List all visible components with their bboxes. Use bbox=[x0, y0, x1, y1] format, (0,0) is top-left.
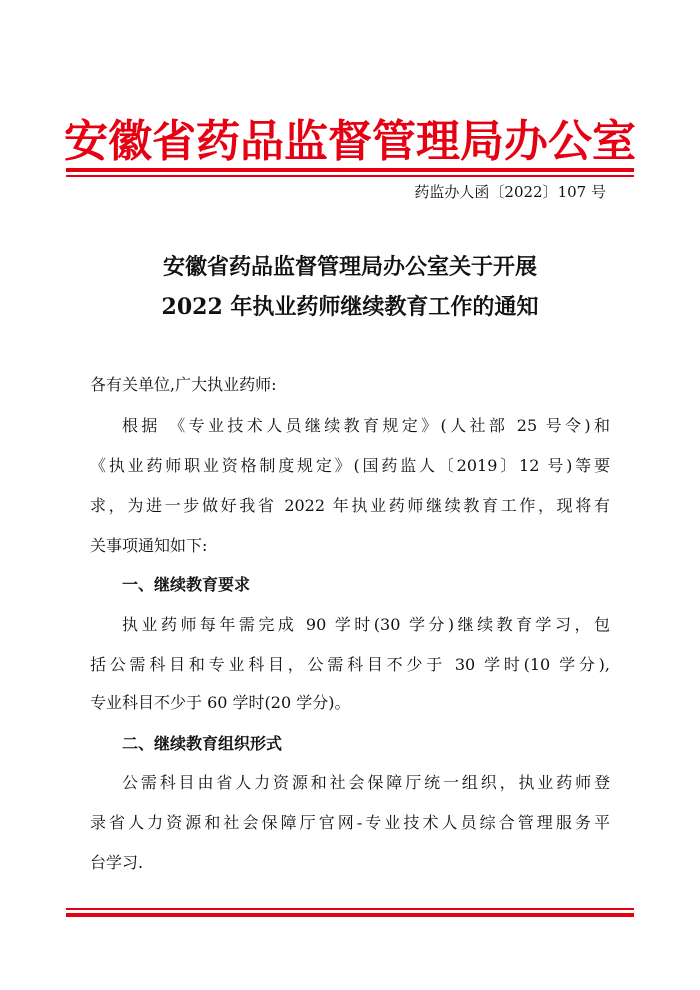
section-2-line-2: 录省人力资源和社会保障厅官网-专业技术人员综合管理服务平 bbox=[90, 813, 610, 832]
intro-line-3: 求，为进一步做好我省 2022 年执业药师继续教育工作，现将有 bbox=[90, 496, 610, 515]
footer-rule-thin bbox=[66, 908, 634, 910]
section-2-line-3: 台学习. bbox=[90, 853, 144, 872]
section-2-heading: 二、继续教育组织形式 bbox=[122, 734, 283, 753]
issuer-title: 安徽省药品监督管理局办公室 bbox=[64, 116, 636, 167]
section-1-line-3: 专业科目不少于 60 学时(20 学分)。 bbox=[90, 693, 351, 712]
intro-line-1: 根据 《专业技术人员继续教育规定》(人社部 25 号令)和 bbox=[122, 416, 610, 435]
header-rule-thick bbox=[66, 168, 634, 172]
document-number: 药监办人函〔2022〕107 号 bbox=[414, 183, 606, 201]
section-1-line-2: 括公需科目和专业科目，公需科目不少于 30 学时(10 学分), bbox=[90, 655, 610, 674]
section-1-line-1: 执业药师每年需完成 90 学时(30 学分)继续教育学习，包 bbox=[122, 615, 610, 634]
document-title-line-1: 安徽省药品监督管理局办公室关于开展 bbox=[162, 254, 537, 280]
salutation: 各有关单位,广大执业药师: bbox=[90, 375, 277, 394]
document-title-line-2: 2022 年执业药师继续教育工作的通知 bbox=[161, 294, 539, 320]
intro-line-4: 关事项通知如下: bbox=[90, 536, 208, 555]
section-1-heading: 一、继续教育要求 bbox=[122, 575, 251, 594]
section-2-line-1: 公需科目由省人力资源和社会保障厅统一组织，执业药师登 bbox=[122, 773, 610, 792]
footer-rule-thick bbox=[66, 913, 634, 917]
header-rule-thin bbox=[66, 175, 634, 177]
intro-line-2: 《执业药师职业资格制度规定》(国药监人〔2019〕12 号)等要 bbox=[90, 456, 610, 475]
